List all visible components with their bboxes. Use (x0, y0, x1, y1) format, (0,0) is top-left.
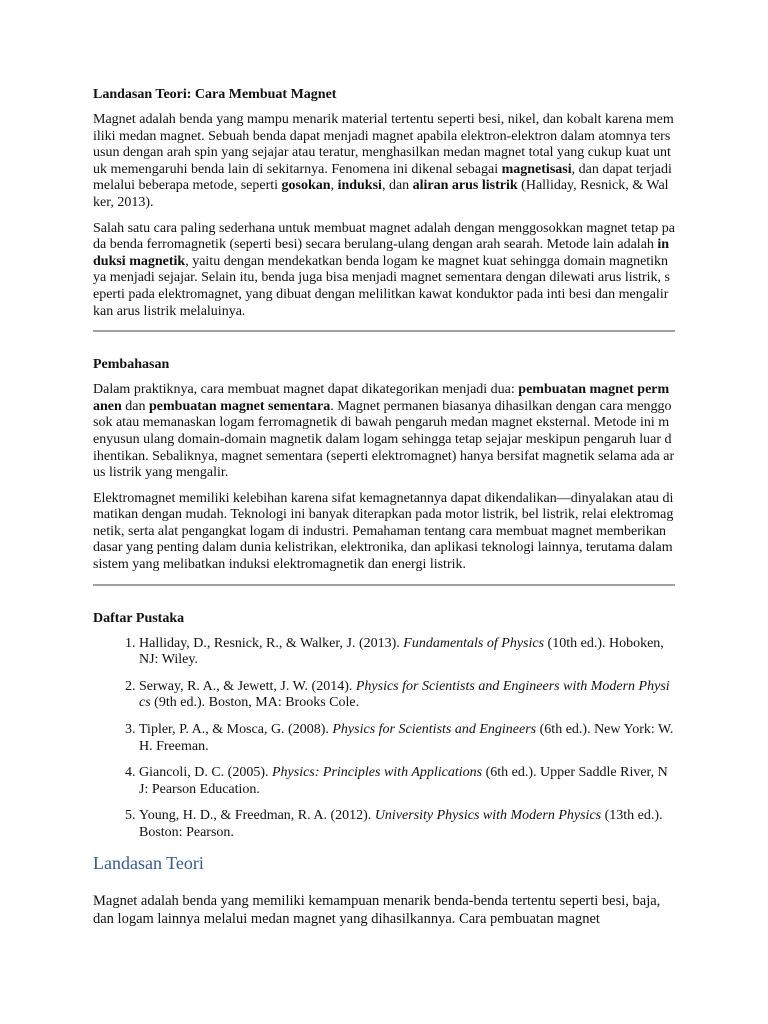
reference-authors: Tipler, P. A., & Mosca, G. (2008). (139, 722, 333, 738)
pembahasan-paragraph-1 (93, 382, 675, 482)
landasan-paragraph-1 (93, 112, 675, 212)
text-run: Dalam praktiknya, cara membuat magnet dapat dikategorikan menjadi dua: (93, 382, 519, 398)
section-title-pembahasan: Pembahasan (93, 357, 170, 373)
text-run: Salah satu cara paling sederhana untuk membuat magnet adalah dengan menggosokkan magnet tetap pada benda ferromagnetik (seperti besi) secara berulang-ulang dengan arah searah. Metode lain adalah (93, 220, 675, 253)
bold-term-magnet-sementara: pembuatan magnet sementara (149, 398, 331, 414)
reference-item (139, 722, 675, 755)
text-run: Magnet adalah benda yang mampu menarik material tertentu seperti besi, nikel, dan kobalt karena memiliki medan magnet. Sebuah benda dapat menjadi magnet apabila elektron-elektron dalam atomnya tersusun dengan arah spin yang sejajar atau teratur, menghasilkan medan magnet total yang cukup kuat untuk memengaruhi benda lain di sekitarnya. Fenomena ini dikenal sebagai (93, 112, 674, 177)
document-page (93, 86, 675, 928)
text-run: . Magnet permanen biasanya dihasilkan dengan cara menggosok atau memanaskan logam ferromagnetik di bawah pengaruh medan magnet eksternal. Metode ini menyusun ulang domain-domain magnetik dalam logam sehingga tetap sejajar meskipun pengaruh luar dihentikan. Sebaliknya, magnet sementara (seperti elektromagnet) hanya bersifat magnetik selama ada arus listrik yang mengalir. (93, 398, 675, 481)
reference-publisher: (10th ed.). Hoboken, NJ: Wiley. (139, 635, 664, 668)
reference-authors: Young, H. D., & Freedman, R. A. (2012). (139, 808, 375, 824)
text-run: dan (121, 398, 150, 414)
reference-publisher: (6th ed.). New York: W. H. Freeman. (139, 722, 674, 754)
horizontal-rule (93, 330, 675, 332)
reference-authors: Giancoli, D. C. (2005). (139, 765, 272, 781)
reference-title: Fundamentals of Physics (403, 635, 545, 651)
reference-item (139, 679, 675, 712)
reference-publisher: (13th ed.). Boston: Pearson. (139, 808, 663, 840)
text-run: , dan (381, 178, 413, 194)
reference-title: Physics: Principles with Applications (271, 765, 483, 781)
reference-authors: Serway, R. A., & Jewett, J. W. (2014). (139, 678, 356, 694)
reference-list (93, 636, 675, 842)
text-run: , (330, 178, 338, 194)
bold-term-induksi-magnetik: induksi magnetik (93, 237, 670, 269)
landasan-teori-paragraph: Magnet adalah benda yang memiliki kemampuan menarik benda-benda tertentu seperti besi, baja, dan logam lainnya melalui medan magnet yang dihasilkannya. Cara pembuatan magnet (93, 892, 661, 927)
bold-term-magnet-permanen: pembuatan magnet permanen (93, 382, 670, 414)
reference-publisher: (9th ed.). Boston, MA: Brooks Cole. (150, 695, 360, 711)
horizontal-rule (93, 584, 675, 586)
bold-term-magnetisasi: magnetisasi (501, 161, 572, 177)
text-run: , yaitu dengan mendekatkan benda logam ke magnet kuat sehingga domain magnetiknya menjadi sejajar. Selain itu, benda juga bisa menjadi magnet sementara dengan dilewati arus listrik, seperti pada elektromagnet, yang dibuat dengan melilitkan kawat konduktor pada inti besi dan mengalirkan arus listrik melaluinya. (93, 253, 670, 319)
landasan-paragraph-2 (93, 221, 675, 321)
reference-publisher: (6th ed.). Upper Saddle River, NJ: Pearson Education. (139, 765, 668, 797)
reference-title: University Physics with Modern Physics (374, 808, 602, 824)
reference-item (139, 636, 675, 669)
bold-term-induksi: induksi (337, 178, 382, 194)
heading-landasan-teori: Landasan Teori (93, 852, 204, 873)
section-title-daftar-pustaka: Daftar Pustaka (93, 610, 185, 626)
reference-title: Physics for Scientists and Engineers (332, 722, 537, 738)
reference-authors: Halliday, D., Resnick, R., & Walker, J. (2013). (139, 635, 404, 651)
bold-term-aliran-arus-listrik: aliran arus listrik (412, 178, 518, 194)
text-run: , dan dapat terjadi melalui beberapa metode, seperti (93, 161, 672, 194)
reference-item (139, 808, 675, 841)
reference-title: Physics for Scientists and Engineers with Modern Physics (139, 678, 670, 711)
bold-term-gosokan: gosokan (281, 178, 331, 194)
pembahasan-paragraph-2: Elektromagnet memiliki kelebihan karena sifat kemagnetannya dapat dikendalikan—dinyalakan atau dimatikan dengan mudah. Teknologi ini banyak diterapkan pada motor listrik, bel listrik, relai elektromagnetik, serta alat pengangkat logam di industri. Pemahaman tentang cara membuat magnet memberikan dasar yang penting dalam dunia kelistrikan, elektronika, dan aplikasi teknologi lainnya, terutama dalam sistem yang melibatkan induksi elektromagnetik dan energi listrik. (93, 490, 674, 573)
text-run: (Halliday, Resnick, & Walker, 2013). (93, 178, 669, 210)
reference-item (139, 765, 675, 798)
section-title-landasan-teori: Landasan Teori: Cara Membuat Magnet (93, 87, 337, 102)
